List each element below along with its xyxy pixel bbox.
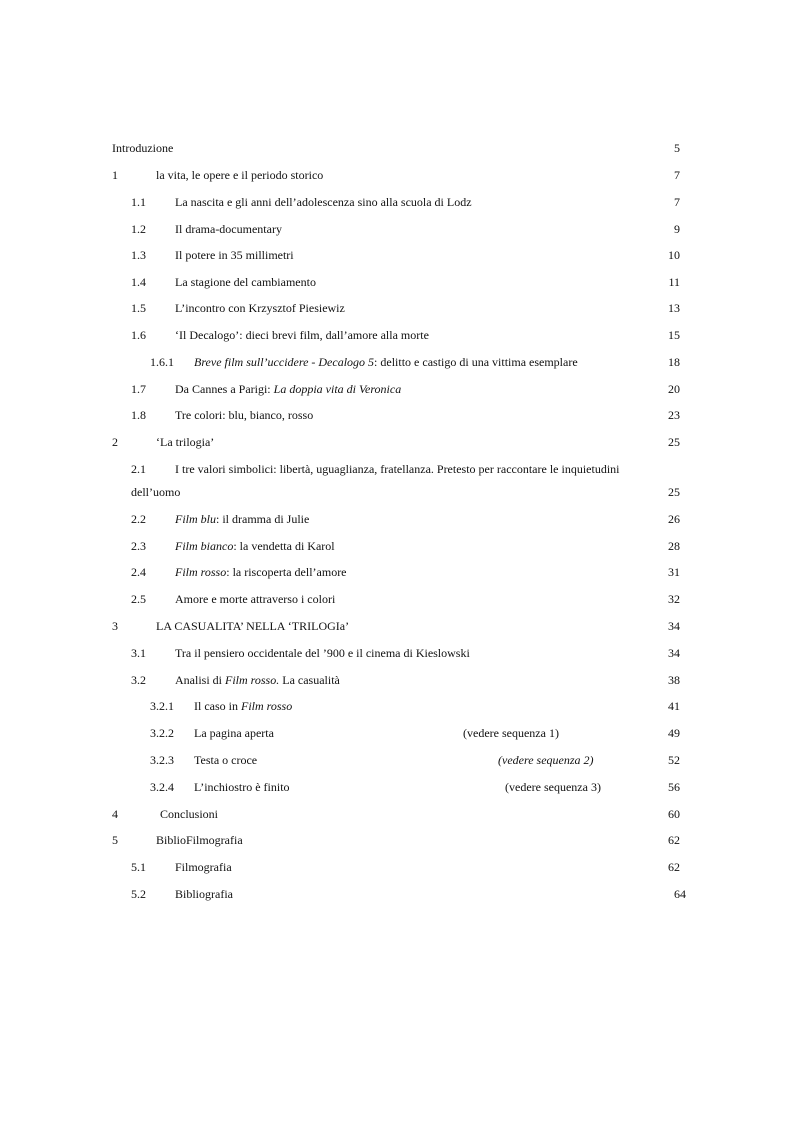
toc-title: Amore e morte attraverso i colori	[175, 592, 336, 606]
toc-page-number: 18	[668, 355, 680, 369]
toc-title-italic: La doppia vita di Veronica	[273, 382, 402, 396]
toc-title	[175, 672, 340, 688]
toc-title: ‘La trilogia’	[156, 435, 215, 449]
toc-number: 1.4	[131, 275, 146, 289]
toc-note: (vedere sequenza 1)	[463, 726, 559, 740]
toc-note: (vedere sequenza 2)	[498, 753, 594, 767]
toc-page-number: 7	[674, 195, 680, 209]
toc-page-number: 62	[668, 860, 680, 874]
toc-page-number: 15	[668, 328, 680, 342]
toc-number: 3.1	[131, 646, 146, 660]
toc-page-number: 41	[668, 699, 680, 713]
toc-page-number: 10	[668, 248, 680, 262]
toc-number: 3.2.1	[150, 699, 174, 713]
toc-number: 2	[112, 435, 118, 449]
toc-title-rest: : il dramma di Julie	[216, 512, 310, 526]
toc-title: Conclusioni	[160, 807, 219, 821]
toc-page-number: 32	[668, 592, 680, 606]
toc-title: Introduzione	[112, 141, 174, 155]
toc-number: 2.4	[131, 565, 146, 579]
toc-number: 4	[112, 807, 118, 821]
toc-number: 5.1	[131, 860, 146, 874]
toc-page-number: 23	[668, 408, 680, 422]
toc-title: Filmografia	[175, 860, 232, 874]
toc-number: 3.2.3	[150, 753, 174, 767]
toc-number: 1.6	[131, 328, 146, 342]
toc-page-number: 34	[668, 619, 680, 633]
toc-number: 2.5	[131, 592, 146, 606]
toc-title-rest: : delitto e castigo di una vittima esemplare	[374, 355, 578, 369]
toc-number: 1.3	[131, 248, 146, 262]
toc-number: 1.7	[131, 382, 146, 396]
toc-page-number: 38	[668, 673, 680, 687]
toc-number: 5.2	[131, 887, 146, 901]
toc-title-line-2: dell’uomo	[131, 485, 181, 499]
toc-title	[194, 354, 578, 370]
toc-number: 3	[112, 619, 118, 633]
toc-title	[175, 381, 401, 397]
toc-number: 2.3	[131, 539, 146, 553]
toc-page-number: 9	[674, 222, 680, 236]
toc-number: 1.6.1	[150, 355, 174, 369]
toc-page-number: 20	[668, 382, 680, 396]
toc-title: Testa o croce	[194, 753, 258, 767]
toc-page-number: 34	[668, 646, 680, 660]
toc-title	[175, 511, 309, 527]
toc-number: 1.1	[131, 195, 146, 209]
toc-page-number: 5	[674, 141, 680, 155]
toc-title: La stagione del cambiamento	[175, 275, 316, 289]
toc-page-number: 26	[668, 512, 680, 526]
toc-page-number: 25	[668, 435, 680, 449]
toc-title-rest: : la riscoperta dell’amore	[226, 565, 347, 579]
toc-title-italic: Film bianco	[175, 539, 234, 553]
toc-title-rest: La casualità	[279, 673, 340, 687]
toc-page-number: 49	[668, 726, 680, 740]
toc-page-number: 28	[668, 539, 680, 553]
toc-title-italic: Film rosso	[175, 565, 227, 579]
toc-page-number: 52	[668, 753, 680, 767]
toc-title	[194, 698, 292, 714]
toc-title-line-1: I tre valori simbolici: libertà, uguaglianza, fratellanza. Pretesto per raccontare le inquietudini	[175, 462, 620, 476]
toc-title: ‘Il Decalogo’: dieci brevi film, dall’amore alla morte	[175, 328, 429, 342]
toc-page-number: 60	[668, 807, 680, 821]
toc-number: 1.2	[131, 222, 146, 236]
toc-number: 3.2.4	[150, 780, 174, 794]
toc-page-number: 11	[668, 275, 680, 289]
toc-number: 1	[112, 168, 118, 182]
toc-title-italic: Breve film sull’uccidere - Decalogo 5	[194, 355, 375, 369]
toc-title	[175, 564, 347, 580]
toc-title: L’incontro con Krzysztof Piesiewiz	[175, 301, 345, 315]
toc-number: 2.2	[131, 512, 146, 526]
toc-title: Bibliografia	[175, 887, 233, 901]
toc-page-number: 25	[668, 485, 680, 499]
toc-title-italic: Film blu	[175, 512, 216, 526]
toc-title: Il drama-documentary	[175, 222, 282, 236]
toc-title: La pagina aperta	[194, 726, 274, 740]
toc-title: L’inchiostro è finito	[194, 780, 290, 794]
toc-page-number: 13	[668, 301, 680, 315]
toc-page-number: 56	[668, 780, 680, 794]
toc-title: BiblioFilmografia	[156, 833, 243, 847]
toc-number: 2.1	[131, 462, 146, 476]
toc-title-plain: Il caso in	[194, 699, 241, 713]
toc-title: Tre colori: blu, bianco, rosso	[175, 408, 314, 422]
toc-title-italic: Film rosso.	[225, 673, 280, 687]
toc-page-number: 62	[668, 833, 680, 847]
toc-note: (vedere sequenza 3)	[505, 780, 601, 794]
toc-title-plain: Analisi di	[175, 673, 225, 687]
toc-title: Tra il pensiero occidentale del ’900 e il cinema di Kieslowski	[175, 646, 470, 660]
toc-number: 5	[112, 833, 118, 847]
toc-title: la vita, le opere e il periodo storico	[156, 168, 324, 182]
toc-page-number: 31	[668, 565, 680, 579]
toc-title-rest: : la vendetta di Karol	[233, 539, 335, 553]
toc-title-plain: Da Cannes a Parigi:	[175, 382, 274, 396]
toc-title: La nascita e gli anni dell’adolescenza sino alla scuola di Lodz	[175, 195, 472, 209]
toc-title: Il potere in 35 millimetri	[175, 248, 294, 262]
toc-number: 3.2.2	[150, 726, 174, 740]
toc-title: LA CASUALITA’ NELLA ‘TRILOGIa’	[156, 619, 350, 633]
toc-page-number: 64	[674, 887, 686, 901]
toc-number: 3.2	[131, 673, 146, 687]
toc-title-italic: Film rosso	[241, 699, 293, 713]
toc-page-number: 7	[674, 168, 680, 182]
toc-number: 1.5	[131, 301, 146, 315]
toc-title	[175, 538, 335, 554]
toc-number: 1.8	[131, 408, 146, 422]
